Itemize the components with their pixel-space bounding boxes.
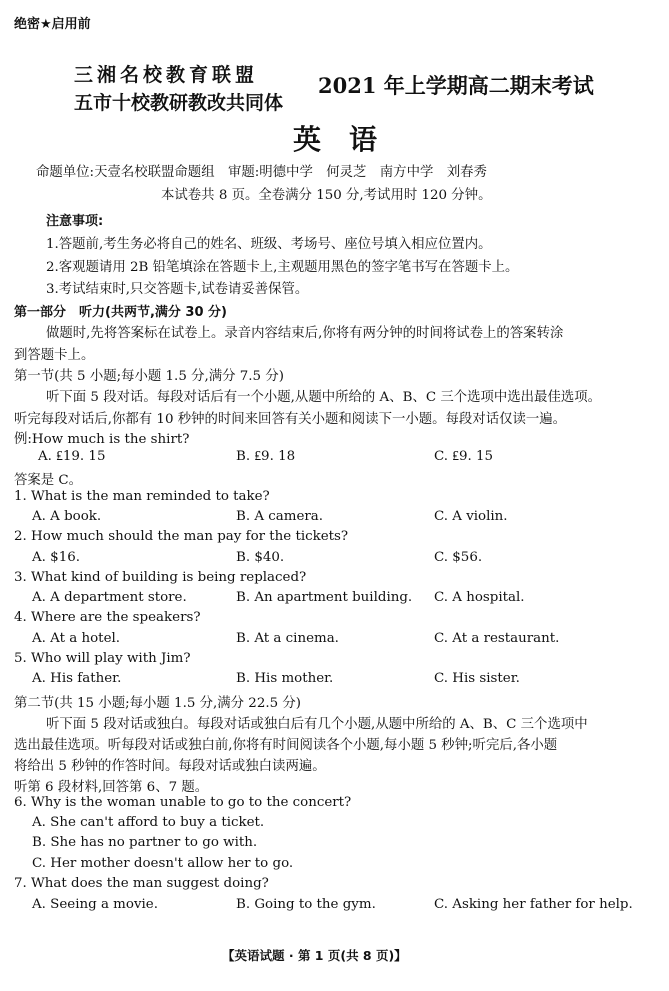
example-question: 例:How much is the shirt? — [14, 432, 190, 447]
question-2: 2. How much should the man pay for the tickets? — [14, 529, 349, 544]
option-2a: A. $16. — [32, 550, 80, 565]
option-1c: C. A violin. — [434, 509, 508, 524]
question-3: 3. What kind of building is being replaced? — [14, 570, 307, 585]
option-2b: B. $40. — [236, 550, 285, 565]
example-answer: 答案是 C。 — [14, 473, 83, 488]
part1-title: 第一部分 听力(共两节,满分 30 分) — [14, 305, 227, 320]
example-option-b: B. ₤9. 18 — [236, 449, 296, 464]
option-7c: C. Asking her father for help. — [434, 897, 633, 912]
material-instruction: 听第 6 段材料,回答第 6、7 题。 — [14, 780, 209, 795]
credits-line: 命题单位:天壹名校联盟命题组 审题:明德中学 何灵芝 南方中学 刘春秀 — [36, 165, 487, 180]
option-5a: A. His father. — [32, 671, 122, 686]
question-4: 4. Where are the speakers? — [14, 610, 201, 625]
option-2c: C. $56. — [434, 550, 483, 565]
part1-intro: 做题时,先将答案标在试卷上。录音内容结束后,你将有两分钟的时间将试卷上的答案转涂 — [46, 326, 564, 341]
option-7a: A. Seeing a movie. — [32, 897, 158, 912]
option-1b: B. A camera. — [236, 509, 324, 524]
option-3b: B. An apartment building. — [236, 590, 413, 605]
notice-item: 1.答题前,考生务必将自己的姓名、班级、考场号、座位号填入相应位置内。 — [46, 237, 492, 252]
section2-title: 第二节(共 15 小题;每小题 1.5 分,满分 22.5 分) — [14, 696, 301, 711]
confidential-mark: 绝密★启用前 — [14, 17, 91, 32]
option-6c: C. Her mother doesn't allow her to go. — [32, 856, 294, 871]
option-5c: C. His sister. — [434, 671, 520, 686]
example-option-c: C. ₤9. 15 — [434, 449, 494, 464]
section1-title: 第一节(共 5 小题;每小题 1.5 分,满分 7.5 分) — [14, 369, 284, 384]
section1-intro: 听下面 5 段对话。每段对话后有一个小题,从题中所给的 A、B、C 三个选项中选出最佳选项。 — [46, 390, 602, 405]
alliance-name-2: 五市十校教研教改共同体 — [74, 92, 284, 114]
option-5b: B. His mother. — [236, 671, 334, 686]
option-3c: C. A hospital. — [434, 590, 525, 605]
question-7: 7. What does the man suggest doing? — [14, 876, 269, 891]
notice-item: 3.考试结束时,只交答题卡,试卷请妥善保管。 — [46, 282, 309, 297]
option-3a: A. A department store. — [32, 590, 187, 605]
section2-intro: 选出最佳选项。听每段对话或独白前,你将有时间阅读各个小题,每小题 5 秒钟;听完后,各小题 — [14, 738, 558, 753]
option-4a: A. At a hotel. — [32, 631, 121, 646]
question-1: 1. What is the man reminded to take? — [14, 489, 270, 504]
option-1a: A. A book. — [32, 509, 102, 524]
exam-title: 2021 年上学期高二期末考试 — [318, 73, 594, 98]
section1-intro: 听完每段对话后,你都有 10 秒钟的时间来回答有关小题和阅读下一小题。每段对话仅读一遍。 — [14, 412, 567, 427]
example-option-a: A. ₤19. 15 — [38, 449, 106, 464]
exam-info: 本试卷共 8 页。全卷满分 150 分,考试用时 120 分钟。 — [161, 188, 492, 203]
option-6a: A. She can't afford to buy a ticket. — [32, 815, 265, 830]
option-4c: C. At a restaurant. — [434, 631, 560, 646]
question-5: 5. Who will play with Jim? — [14, 651, 191, 666]
section2-intro: 听下面 5 段对话或独白。每段对话或独白后有几个小题,从题中所给的 A、B、C 三个选项中 — [46, 717, 588, 732]
option-4b: B. At a cinema. — [236, 631, 339, 646]
option-6b: B. She has no partner to go with. — [32, 835, 258, 850]
part1-intro: 到答题卡上。 — [14, 348, 95, 363]
page-footer: 【英语试题 · 第 1 页(共 8 页)】 — [222, 948, 407, 963]
notice-item: 2.客观题请用 2B 铅笔填涂在答题卡上,主观题用黑色的签字笔书写在答题卡上。 — [46, 260, 519, 275]
subject-title: 英 语 — [293, 123, 378, 156]
section2-intro: 将给出 5 秒钟的作答时间。每段对话或独白读两遍。 — [14, 759, 326, 774]
alliance-name-1: 三湘名校教育联盟 — [74, 64, 259, 86]
question-6: 6. Why is the woman unable to go to the concert? — [14, 795, 352, 810]
notice-title: 注意事项: — [46, 214, 104, 229]
option-7b: B. Going to the gym. — [236, 897, 376, 912]
